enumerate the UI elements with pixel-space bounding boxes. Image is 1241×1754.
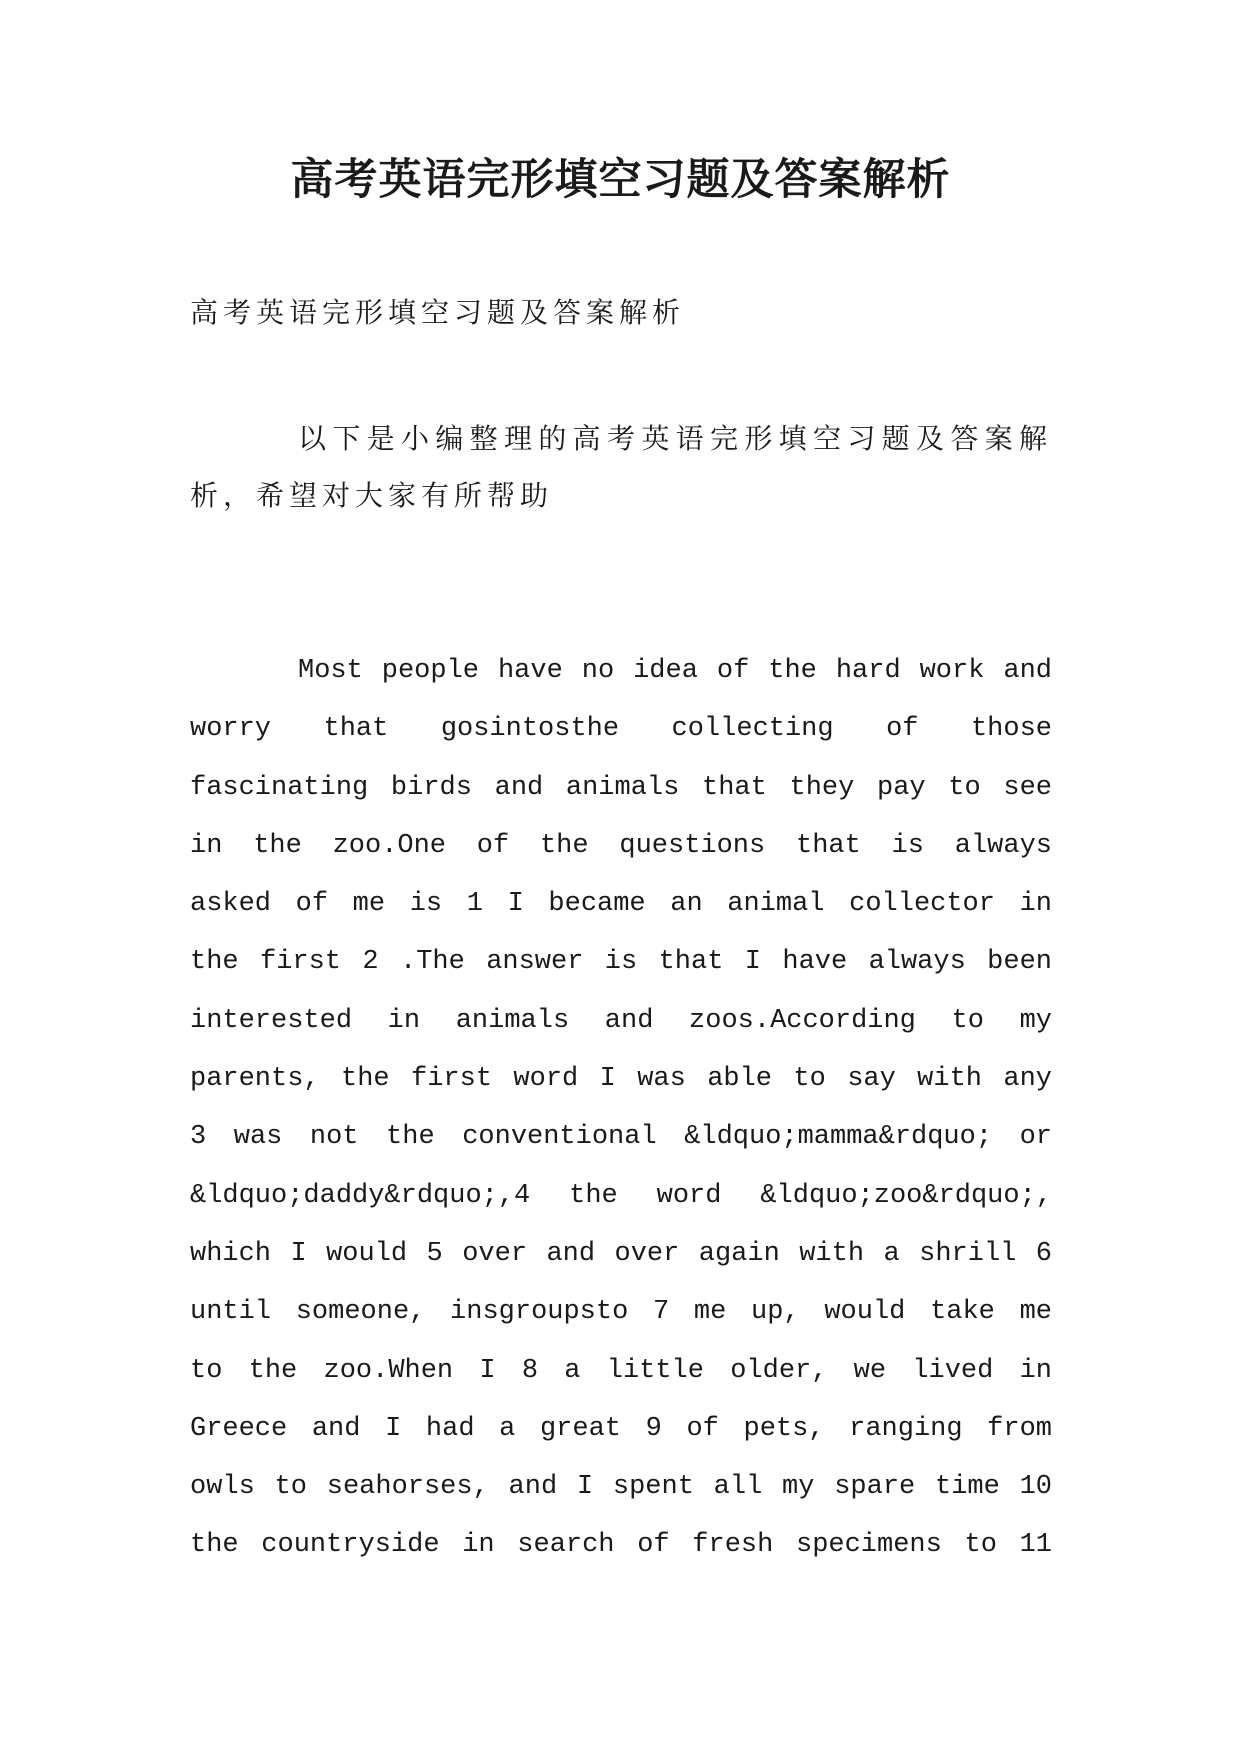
body-line: interested in animals and zoos.According to my — [190, 1005, 1052, 1036]
intro-paragraph: 以下是小编整理的高考英语完形填空习题及答案解析，希望对大家有所帮助 — [190, 422, 1052, 512]
body-line: asked of me is 1 I became an animal collector in — [190, 889, 1052, 920]
body-line: worry that gosintosthe collecting of those — [190, 714, 1052, 745]
body-line: in the zoo.One of the questions that is always — [190, 830, 1052, 861]
body-line: 3 was not the conventional &ldquo;mamma&rdquo; or — [190, 1122, 1052, 1153]
body-line: until someone, insgroupsto 7 me up, would take me — [190, 1297, 1052, 1328]
body-line: Greece and I had a great 9 of pets, ranging from — [190, 1413, 1052, 1444]
body-paragraph — [190, 642, 1052, 1575]
document-title: 高考英语完形填空习题及答案解析 — [290, 155, 951, 205]
body-line: to the zoo.When I 8 a little older, we lived in — [190, 1355, 1052, 1386]
body-line: the first 2 .The answer is that I have always been — [190, 947, 1052, 978]
body-line: &ldquo;daddy&rdquo;,4 the word &ldquo;zoo&rdquo;, — [190, 1180, 1052, 1211]
body-line: owls to seahorses, and I spent all my spare time 10 — [190, 1472, 1052, 1503]
document-subtitle: 高考英语完形填空习题及答案解析 — [190, 296, 686, 329]
body-line: fascinating birds and animals that they pay to see — [190, 772, 1052, 803]
body-line: parents, the first word I was able to say with any — [190, 1064, 1052, 1095]
body-line: which I would 5 over and over again with a shrill 6 — [190, 1238, 1052, 1269]
body-line: Most people have no idea of the hard work and — [298, 656, 1052, 686]
body-line: the countryside in search of fresh specimens to 11 — [190, 1530, 1052, 1561]
